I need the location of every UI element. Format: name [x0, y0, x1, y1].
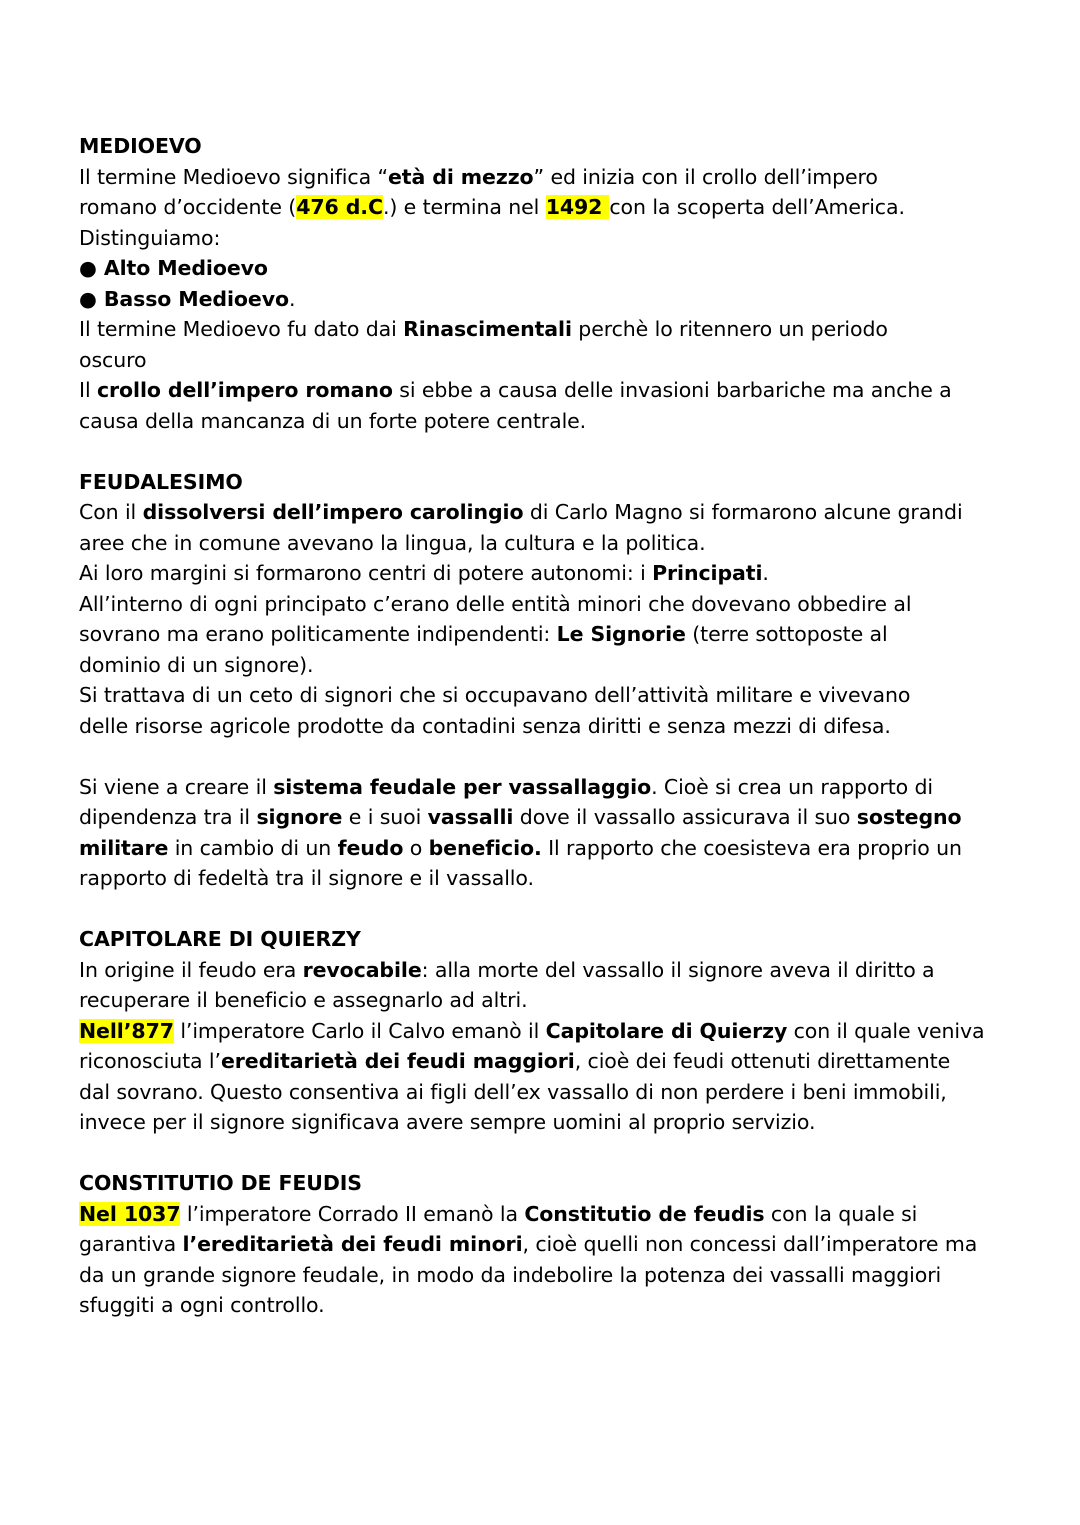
text-line — [79, 1290, 1020, 1321]
text-run: e i suoi — [342, 805, 428, 829]
section-heading: CAPITOLARE DI QUIERZY — [79, 927, 361, 951]
bold-text: crollo dell’impero romano — [96, 378, 393, 402]
text-run: Il termine Medioevo significa “ — [79, 164, 388, 189]
bold-text: l’ereditarietà dei feudi minori — [182, 1232, 523, 1256]
section-vassallaggio — [79, 772, 1020, 894]
text-line — [79, 406, 1020, 437]
text-line — [79, 1229, 1020, 1260]
bullet-item — [79, 284, 1020, 315]
text-run: . — [288, 286, 296, 311]
text-run: Si viene a creare il — [79, 774, 274, 799]
text-run: dipendenza tra il — [79, 805, 257, 829]
section-constitutio-de-feudis — [79, 1168, 1020, 1321]
text-run: . Cioè si crea un rapporto di — [651, 774, 934, 799]
highlighted-date: Nell’877 — [79, 1018, 174, 1043]
text-run: oscuro — [79, 347, 147, 372]
text-run: , cioè dei feudi ottenuti direttamente — [574, 1049, 951, 1073]
text-line — [79, 1107, 1020, 1138]
text-run: Con il — [79, 500, 143, 524]
highlighted-date: 1492 — [545, 195, 610, 219]
text-run: garantiva — [79, 1232, 183, 1256]
section-feudalesimo — [79, 467, 1020, 742]
text-run: Il — [79, 378, 97, 402]
text-run: l’imperatore Carlo il Calvo emanò il — [173, 1018, 546, 1043]
bold-text: militare — [79, 835, 169, 860]
bold-text: revocabile — [302, 957, 422, 982]
text-line — [79, 223, 1020, 254]
section-medioevo — [79, 131, 1020, 436]
bold-text: feudo — [337, 835, 404, 860]
bold-text: ereditarietà dei feudi maggiori — [220, 1049, 575, 1073]
text-run: , cioè quelli non concessi dall’imperatore ma — [522, 1232, 978, 1256]
text-run: Distinguiamo: — [79, 225, 221, 250]
bold-text: Capitolare di Quierzy — [545, 1018, 788, 1043]
highlighted-date: 476 d.C — [296, 195, 383, 219]
bold-text: Alto Medioevo — [103, 256, 268, 280]
text-run: sfuggiti a ogni controllo. — [79, 1293, 325, 1317]
bold-text: sistema feudale per vassallaggio — [273, 774, 652, 799]
text-run: dominio di un signore). — [79, 652, 314, 677]
text-line — [79, 1077, 1020, 1108]
text-line — [79, 1016, 1020, 1047]
text-run: di Carlo Magno si formarono alcune grandi — [523, 500, 963, 524]
bold-text: età di mezzo — [387, 164, 534, 189]
text-run: Il termine Medioevo fu dato dai — [79, 317, 404, 341]
text-run: romano d’occidente ( — [79, 195, 297, 219]
text-run: con la quale si — [764, 1201, 918, 1226]
text-run: : alla morte del vassallo il signore aveva il diritto a — [421, 957, 935, 982]
text-run: si ebbe a causa delle invasioni barbariche ma anche a — [392, 378, 952, 402]
section-heading: CONSTITUTIO DE FEUDIS — [79, 1171, 362, 1195]
text-run: Ai loro margini si formarono centri di potere autonomi: i — [79, 561, 653, 585]
text-line — [79, 162, 1020, 193]
text-run: All’interno di ogni principato c’erano delle entità minori che dovevano obbedire al — [79, 591, 912, 616]
text-run: dal sovrano. Questo consentiva ai figli dell’ex vassallo di non perdere i beni immobili, — [79, 1079, 947, 1104]
text-run: recuperare il beneficio e assegnarlo ad altri. — [79, 988, 528, 1012]
text-line — [79, 863, 1020, 894]
section-heading: MEDIOEVO — [79, 134, 202, 158]
text-line — [79, 1260, 1020, 1291]
text-run: aree che in comune avevano la lingua, la cultura e la politica. — [79, 530, 706, 555]
bold-text: Le Signorie — [556, 622, 686, 646]
text-line — [79, 192, 1020, 223]
text-line — [79, 497, 1020, 528]
section-capitolare-di-quierzy — [79, 924, 1020, 1138]
text-line — [79, 589, 1020, 620]
bold-text: vassalli — [427, 805, 514, 829]
text-line — [79, 833, 1020, 864]
text-run: l’imperatore Corrado II emanò la — [180, 1201, 525, 1226]
text-line — [79, 345, 1020, 376]
text-line — [79, 619, 1020, 650]
bullet-icon: ● — [79, 286, 104, 311]
text-line — [79, 680, 1020, 711]
bold-text: Rinascimentali — [403, 317, 572, 341]
bold-text: Principati — [652, 561, 763, 585]
section-heading: FEUDALESIMO — [79, 469, 243, 494]
text-run: rapporto di fedeltà tra il signore e il vassallo. — [79, 866, 534, 890]
text-line — [79, 955, 1020, 986]
highlighted-date: Nel 1037 — [79, 1201, 181, 1226]
text-run: (terre sottoposte al — [685, 622, 888, 646]
text-line — [79, 1046, 1020, 1077]
bold-text: beneficio. — [428, 835, 542, 860]
text-run: ” ed inizia con il crollo dell’impero — [533, 164, 878, 189]
text-run: Il rapporto che coesisteva era proprio un — [541, 835, 962, 860]
bold-text: sostegno — [856, 805, 962, 829]
text-line — [79, 650, 1020, 681]
text-line — [79, 711, 1020, 742]
bold-text: Constitutio de feudis — [524, 1201, 765, 1226]
text-run: perchè lo ritennero un periodo — [571, 317, 888, 341]
text-run: causa della mancanza di un forte potere centrale. — [79, 408, 587, 433]
text-run: con il quale veniva — [787, 1018, 985, 1043]
text-run: o — [403, 835, 429, 860]
bold-text: signore — [256, 805, 343, 829]
text-line — [79, 528, 1020, 559]
text-line — [79, 772, 1020, 803]
text-line — [79, 985, 1020, 1016]
text-run: sovrano ma erano politicamente indipendenti: — [79, 622, 557, 646]
text-run: .) e termina nel — [382, 195, 546, 219]
text-run: In origine il feudo era — [79, 957, 303, 982]
text-run: con la scoperta dell’America. — [609, 195, 905, 219]
text-run: da un grande signore feudale, in modo da indebolire la potenza dei vassalli maggiori — [79, 1262, 942, 1287]
bullet-icon: ● — [79, 256, 104, 280]
text-run: . — [762, 561, 769, 585]
text-line — [79, 375, 1020, 406]
text-line — [79, 558, 1020, 589]
bold-text: Basso Medioevo — [103, 286, 289, 311]
text-line — [79, 314, 1020, 345]
bold-text: dissolversi dell’impero carolingio — [142, 500, 524, 524]
text-run: invece per il signore significava avere sempre uomini al proprio servizio. — [79, 1110, 816, 1134]
text-run: Si trattava di un ceto di signori che si occupavano dell’attività militare e vivevano — [79, 683, 911, 707]
text-line — [79, 802, 1020, 833]
bullet-item — [79, 253, 1020, 284]
text-run: in cambio di un — [168, 835, 338, 860]
text-run: dove il vassallo assicurava il suo — [513, 805, 857, 829]
text-line — [79, 1199, 1020, 1230]
text-run: delle risorse agricole prodotte da contadini senza diritti e senza mezzi di difesa. — [79, 713, 891, 738]
text-run: riconosciuta l’ — [79, 1049, 221, 1073]
